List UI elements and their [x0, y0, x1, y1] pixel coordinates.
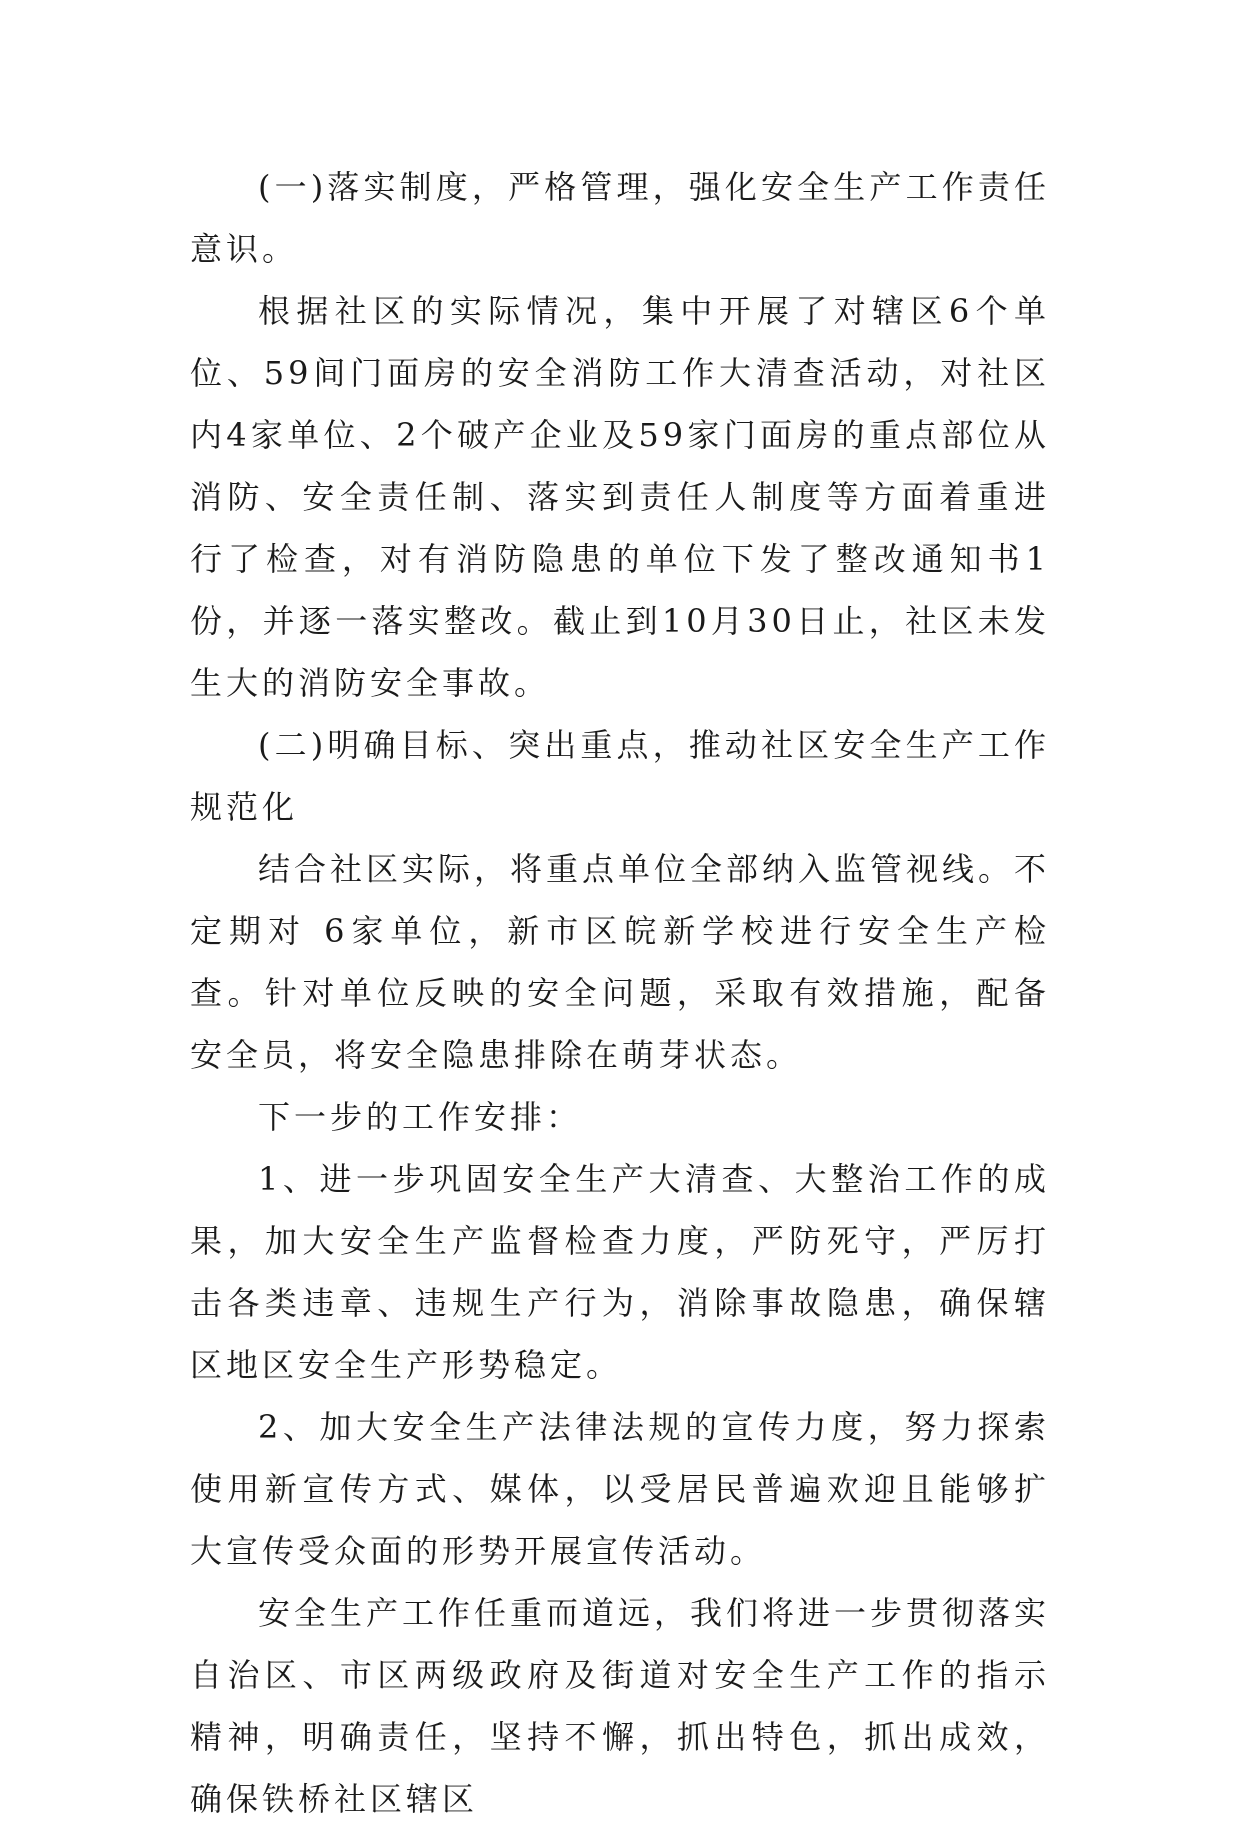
paragraph-supervision: 结合社区实际，将重点单位全部纳入监管视线。不定期对 6家单位，新市区皖新学校进行安全生产检查。针对单位反映的安全问题，采取有效措施，配备安全员，将安全隐患排除在萌芽状态。: [190, 850, 1051, 1074]
paragraph-inspection-summary: 根据社区的实际情况，集中开展了对辖区6个单位、59间门面房的安全消防工作大清查活动，对社区内4家单位、2个破产企业及59家门面房的重点部位从消防、安全责任制、落实到责任人制度等方面着重进行了检查，对有消防隐患的单位下发了整改通知书1份，并逐一落实整改。截止到10月30日止，社区未发生大的消防安全事故。: [190, 292, 1050, 702]
heading-section-one: (一)落实制度，严格管理，强化安全生产工作责任意识。: [190, 168, 1050, 268]
paragraph-conclusion: 安全生产工作任重而道远，我们将进一步贯彻落实自治区、市区两级政府及街道对安全生产工作的指示精神，明确责任，坚持不懈，抓出特色，抓出成效，确保铁桥社区辖区: [190, 1594, 1051, 1818]
heading-section-two: (二)明确目标、突出重点，推动社区安全生产工作规范化: [190, 726, 1050, 826]
list-item-step-one: 1、进一步巩固安全生产大清查、大整治工作的成果，加大安全生产监督检查力度，严防死守，严厉打击各类违章、违规生产行为，消除事故隐患，确保辖区地区安全生产形势稳定。: [190, 1160, 1050, 1384]
document-body: [190, 156, 1050, 1830]
heading-next-steps: 下一步的工作安排：: [258, 1098, 583, 1136]
list-item-step-two: 2、加大安全生产法律法规的宣传力度，努力探索使用新宣传方式、媒体，以受居民普遍欢迎且能够扩大宣传受众面的形势开展宣传活动。: [190, 1408, 1050, 1570]
